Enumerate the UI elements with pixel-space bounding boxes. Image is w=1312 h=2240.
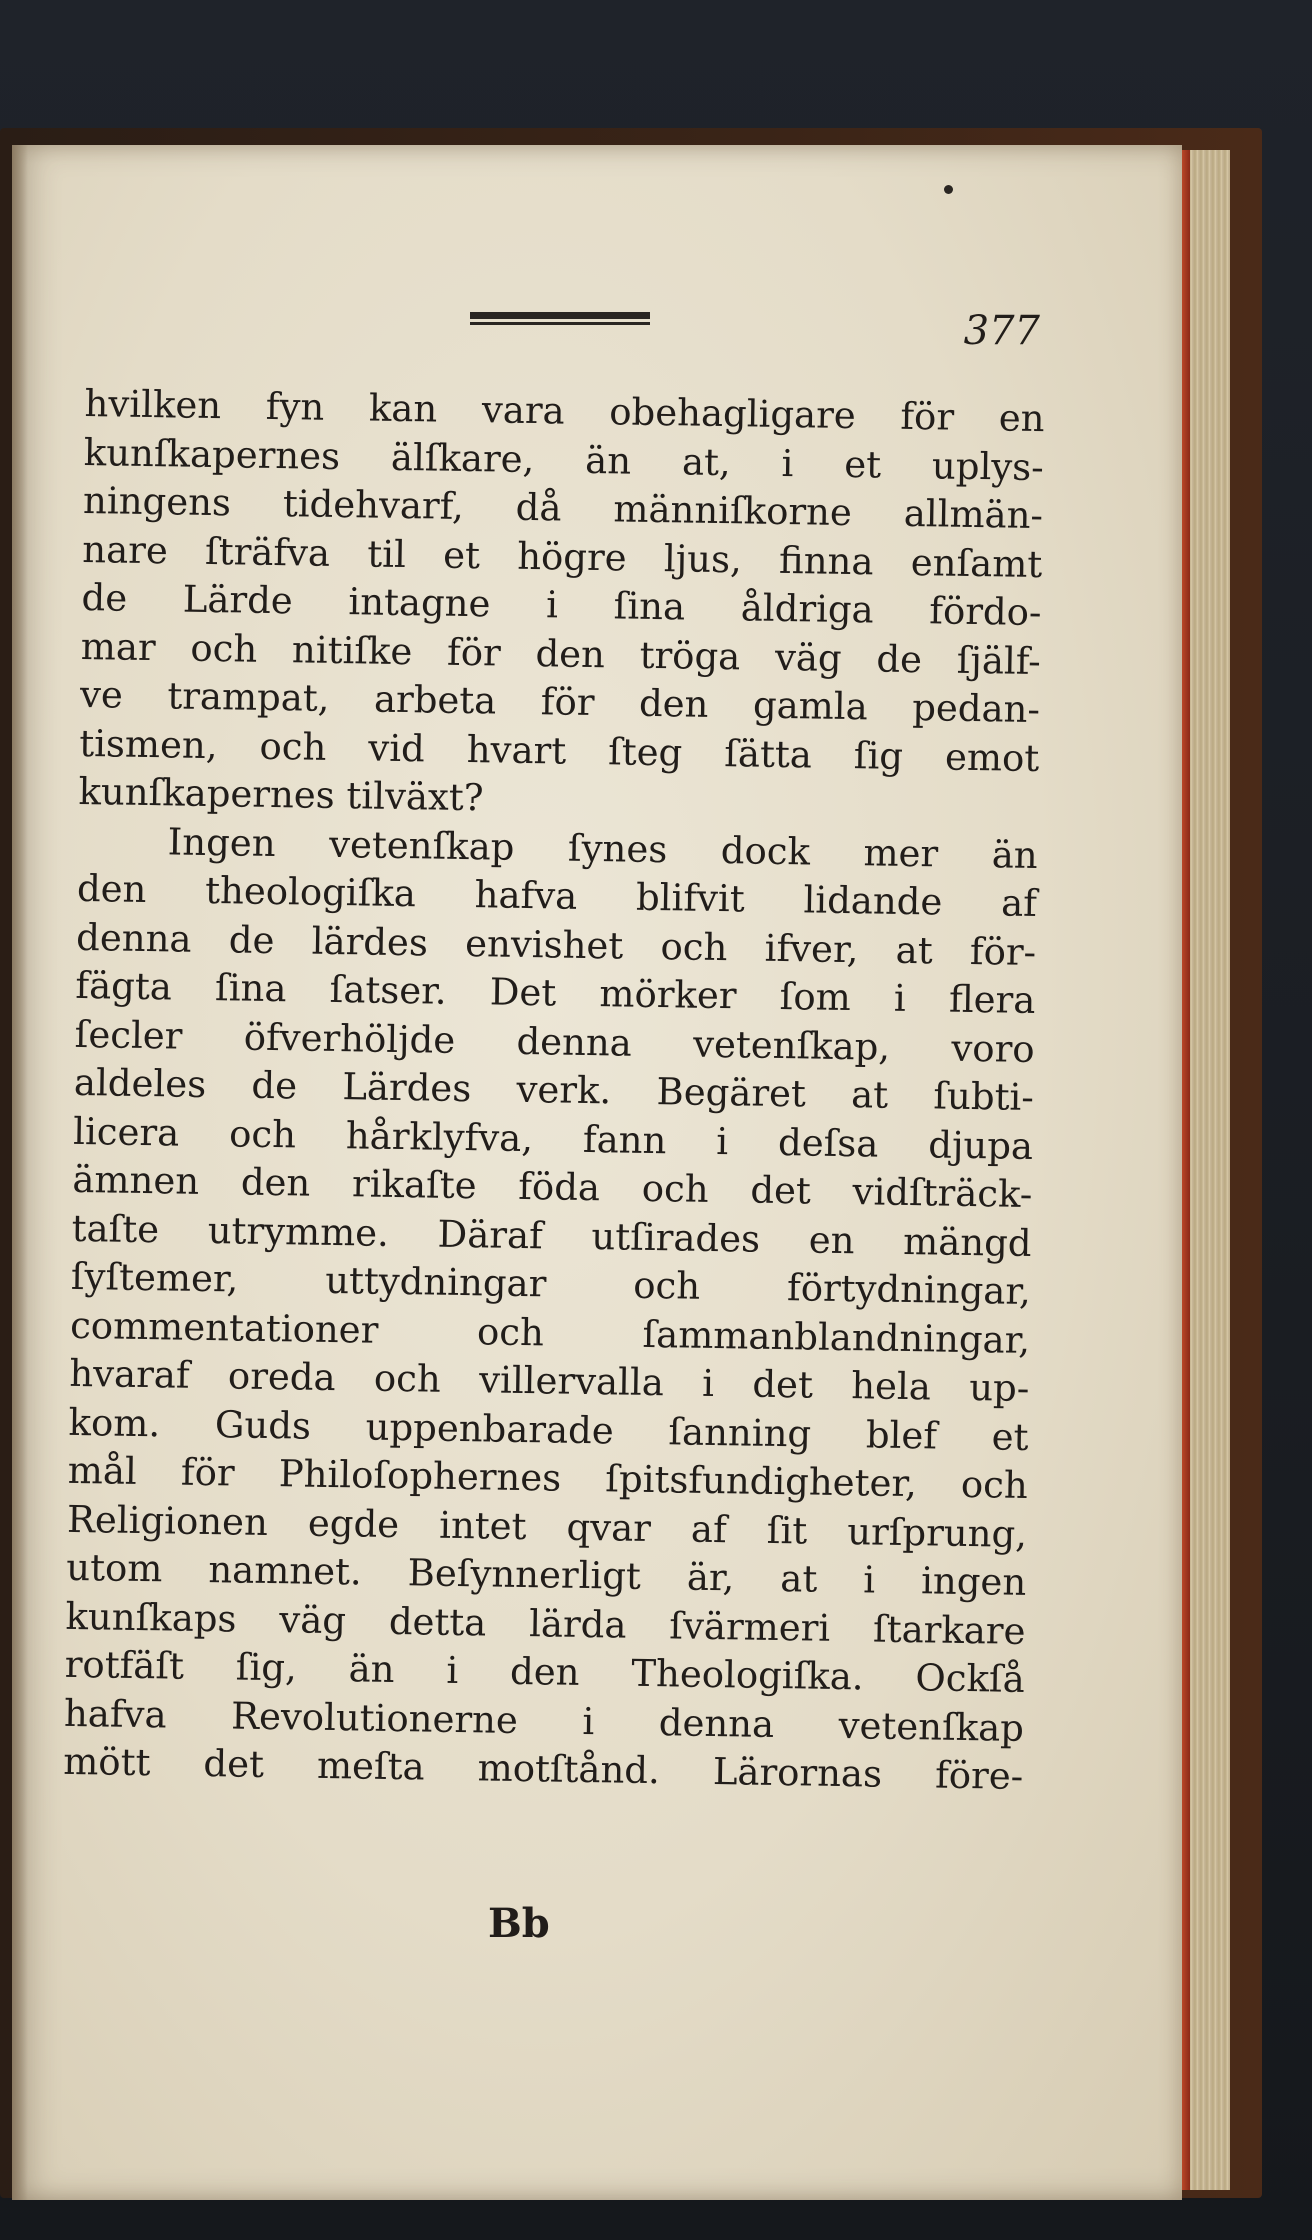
- text-line: hvaraf oreda och villervalla i det hela up-: [69, 1351, 1030, 1410]
- text-line: hvilken fyn kan vara obehagligare för en: [84, 381, 1045, 441]
- text-line: mål för Philoſophernes ſpitsfundigheter, och: [67, 1448, 1029, 1507]
- text-line: kunſkapernes älſkare, än at, i et uplys-: [83, 430, 1045, 489]
- text-line: hafva Revolutionerne i denna vetenſkap: [63, 1691, 1025, 1750]
- text-line: taſte utrymme. Däraf utſirades en mängd: [71, 1206, 1032, 1265]
- header-rule-thick: [470, 312, 650, 319]
- text-line: Religionen egde intet qvar af ſit urſprung,: [66, 1497, 1028, 1556]
- text-line: ämnen den rikaſte föda och det vidſträck-: [72, 1157, 1033, 1216]
- text-line: utom namnet. Beſynnerligt är, at i ingen: [66, 1545, 1027, 1604]
- text-line: licera och hårklyfva, fann i deſsa djupa: [72, 1109, 1034, 1168]
- text-line: nare ſträfva til et högre ljus, finna enſamt: [82, 527, 1043, 586]
- text-line: de Lärde intagne i ſina åldriga fördo-: [81, 575, 1042, 635]
- text-line: mött det meſta motſtånd. Lärornas före-: [62, 1739, 1024, 1798]
- text-line: denna de lärdes envishet och ifver, at för-: [75, 915, 1037, 974]
- text-line: den theologiſka hafva blifvit lidande af: [76, 866, 1038, 926]
- text-line: aldeles de Lärdes verk. Begäret at ſubti-: [73, 1060, 1035, 1119]
- text-line: ſecler öfverhöljde denna vetenſkap, voro: [74, 1012, 1035, 1071]
- text-line: ſyſtemer, uttydningar och förtydningar,: [70, 1254, 1032, 1313]
- text-line: kom. Guds uppenbarade ſanning blef et: [68, 1400, 1029, 1459]
- text-line: ningens tidehvarf, då männiſkorne allmän-: [82, 478, 1044, 538]
- body-text: [63, 380, 1045, 1801]
- text-line: kunſkapernes tilväxt?: [78, 769, 484, 820]
- text-line: rotfäſt ſig, än i den Theologiſka. Ockſå: [64, 1642, 1026, 1701]
- page-number: 377: [963, 308, 1040, 354]
- text-line: ve trampat, arbeta för den gamla pedan-: [79, 672, 1041, 732]
- header-rule-thin: [470, 322, 650, 325]
- text-line: commentationer och ſammanblandningar,: [69, 1303, 1031, 1362]
- ink-dot: [944, 185, 953, 194]
- signature-mark: Bb: [488, 1900, 550, 1947]
- text-line: tismen, och vid hvart ſteg ſätta ſig emot: [78, 721, 1040, 780]
- text-line: fägta ſina ſatser. Det mörker ſom i flera: [75, 963, 1036, 1023]
- text-line: mar och nitiſke för den tröga väg de ſjälf-: [80, 624, 1042, 683]
- header-ornament-rule: [470, 312, 650, 326]
- text-line: kunſkaps väg detta lärda ſvärmeri ſtarkare: [65, 1594, 1026, 1653]
- text-line-paragraph-start: Ingen vetenſkap ſynes dock mer än: [167, 819, 1038, 877]
- page-gutter-shadow: [12, 145, 28, 2200]
